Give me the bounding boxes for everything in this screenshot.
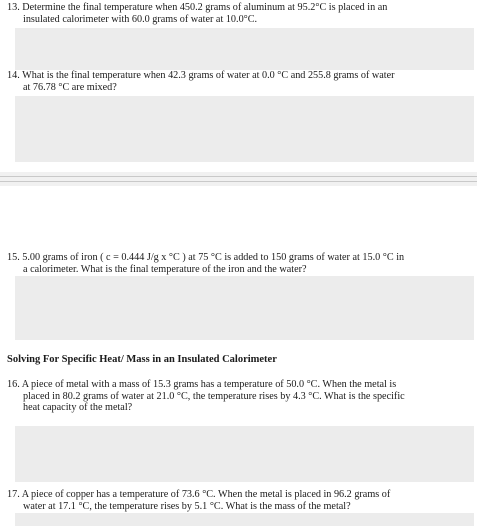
divider [0, 181, 477, 182]
question-number: 15. [7, 252, 20, 263]
question-text-cont: a calorimeter. What is the final temperature of the iron and the water? [23, 263, 307, 275]
question-text: A piece of copper has a temperature of 73.6 °C. When the metal is placed in 96.2 grams of [21, 489, 391, 500]
answer-box-13[interactable] [15, 28, 474, 70]
question-text-cont: water at 17.1 °C, the temperature rises by 5.1 °C. What is the mass of the metal? [23, 500, 351, 512]
question-number: 17. [7, 489, 20, 500]
question-text-cont: insulated calorimeter with 60.0 grams of water at 10.0°C. [23, 13, 258, 25]
question-number: 13. [7, 2, 20, 13]
question-text: A piece of metal with a mass of 15.3 grams has a temperature of 50.0 °C. When the metal is [21, 379, 397, 390]
answer-box-16[interactable] [15, 426, 474, 482]
question-16 [7, 379, 465, 414]
question-text: 5.00 grams of iron ( c = 0.444 J/g x °C ) at 75 °C is added to 150 grams of water at 15.0 °C in [22, 252, 405, 263]
question-number: 16. [7, 379, 20, 390]
question-text: What is the final temperature when 42.3 grams of water at 0.0 °C and 255.8 grams of water [22, 70, 395, 81]
answer-box-15[interactable] [15, 276, 474, 340]
question-15 [7, 252, 465, 275]
question-text: Determine the final temperature when 450.2 grams of aluminum at 95.2°C is placed in an [22, 2, 388, 13]
question-17 [7, 489, 465, 512]
question-13 [7, 2, 465, 25]
divider [0, 176, 477, 177]
question-text-cont: at 76.78 °C are mixed? [23, 81, 117, 93]
question-text-cont: heat capacity of the metal? [23, 402, 133, 413]
answer-box-14[interactable] [15, 96, 474, 162]
section-heading: Solving For Specific Heat/ Mass in an Insulated Calorimeter [7, 354, 277, 365]
answer-box-17[interactable] [15, 513, 474, 526]
page-break [0, 172, 477, 186]
question-text-cont: placed in 80.2 grams of water at 21.0 °C, the temperature rises by 4.3 °C. What is the specific [23, 390, 405, 402]
question-number: 14. [7, 70, 20, 81]
question-14 [7, 70, 465, 93]
